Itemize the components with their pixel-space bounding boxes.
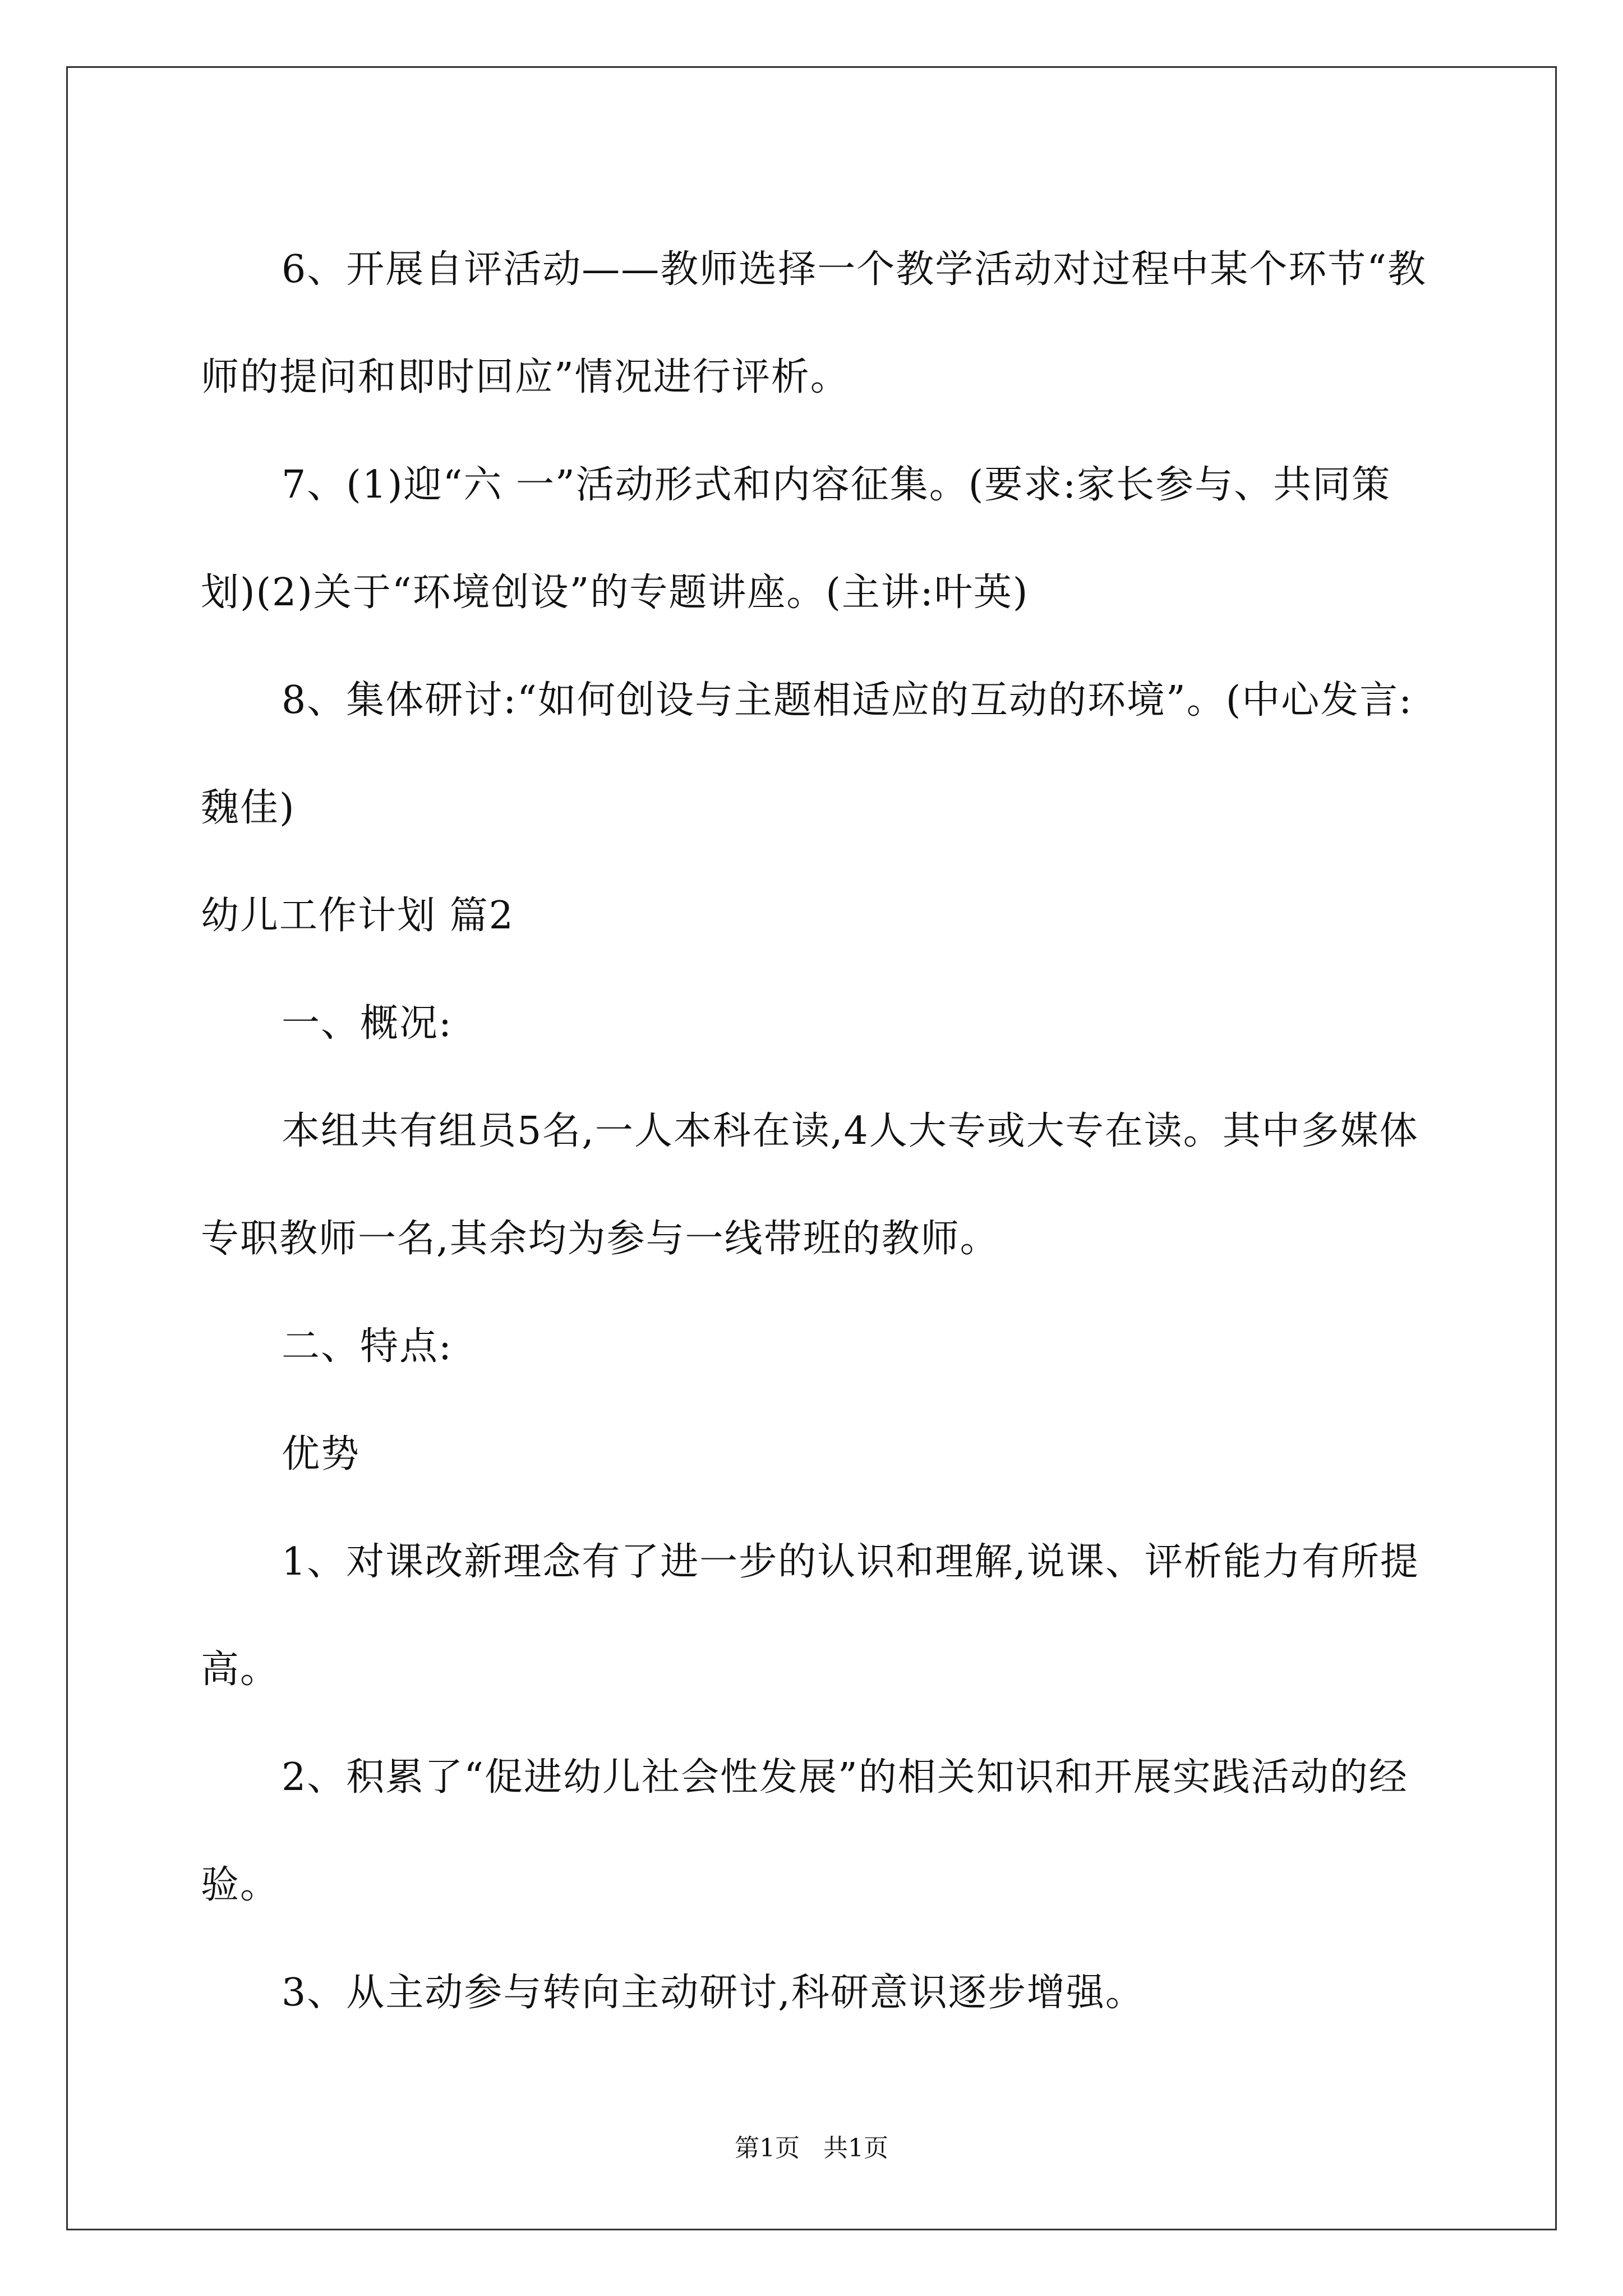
section-heading: 幼儿工作计划 篇2 bbox=[201, 894, 514, 938]
overview-paragraph: 本组共有组员5名,一人本科在读,4人大专或大专在读。其中多媒体专职教师一名,其余均为参与一线带班的教师。 bbox=[201, 1109, 1419, 1261]
document-body bbox=[201, 216, 1430, 2047]
page-footer bbox=[0, 2132, 1623, 2165]
paragraph-item-7: 7、(1)迎“六 一”活动形式和内容征集。(要求:家长参与、共同策划)(2)关于“环境创设”的专题讲座。(主讲:叶英) bbox=[201, 463, 1391, 615]
page-number-current: 第1页 bbox=[735, 2134, 800, 2162]
strength-item-3: 3、从主动参与转向主动研讨,科研意识逐步增强。 bbox=[282, 1971, 1145, 2015]
paragraph-item-6: 6、开展自评活动——教师选择一个教学活动对过程中某个环节“教师的提问和即时回应”情况进行评析。 bbox=[201, 247, 1427, 399]
subheading-overview: 一、概况: bbox=[282, 1001, 453, 1046]
strength-item-1: 1、对课改新理念有了进一步的认识和理解,说课、评析能力有所提高。 bbox=[201, 1540, 1419, 1692]
subheading-features: 二、特点: bbox=[282, 1324, 453, 1369]
paragraph-item-8: 8、集体研讨:“如何创设与主题相适应的互动的环境”。(中心发言:魏佳) bbox=[201, 678, 1413, 830]
page-number-total: 共1页 bbox=[823, 2134, 888, 2162]
strengths-label: 优势 bbox=[282, 1432, 361, 1476]
strength-item-2: 2、积累了“促进幼儿社会性发展”的相关知识和开展实践活动的经验。 bbox=[201, 1755, 1408, 1907]
